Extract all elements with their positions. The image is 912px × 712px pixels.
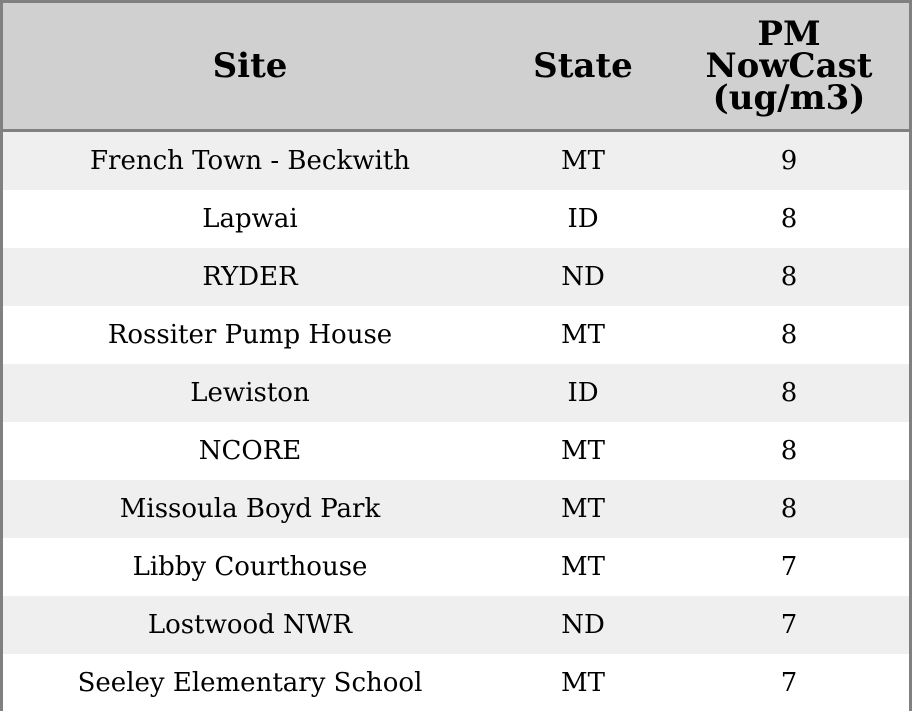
cell-pm-nowcast: 8 <box>780 494 798 524</box>
cell-site: Libby Courthouse <box>132 552 368 582</box>
cell-state: MT <box>561 436 605 466</box>
cell-pm-nowcast: 7 <box>780 668 798 698</box>
table-row <box>3 538 909 596</box>
cell-site: French Town - Beckwith <box>89 146 411 176</box>
cell-site: NCORE <box>198 436 302 466</box>
column-header-state: State <box>533 46 633 86</box>
cell-site: Lapwai <box>202 204 298 234</box>
cell-state: MT <box>561 494 605 524</box>
cell-state: ND <box>561 262 605 292</box>
cell-pm-nowcast: 8 <box>780 436 798 466</box>
cell-state: ND <box>561 610 605 640</box>
table-row <box>3 248 909 306</box>
table-row <box>3 190 909 248</box>
cell-site: Lewiston <box>190 378 310 408</box>
table-row <box>3 654 909 712</box>
table-body <box>3 132 909 712</box>
cell-state: MT <box>561 146 605 176</box>
cell-site: Rossiter Pump House <box>107 320 393 350</box>
cell-pm-nowcast: 7 <box>780 552 798 582</box>
cell-pm-nowcast: 8 <box>780 204 798 234</box>
cell-state: MT <box>561 320 605 350</box>
cell-site: Lostwood NWR <box>147 610 353 640</box>
table-header <box>3 3 909 132</box>
cell-site: Missoula Boyd Park <box>119 494 381 524</box>
table-row <box>3 132 909 190</box>
table-row <box>3 364 909 422</box>
table-row <box>3 480 909 538</box>
cell-state: MT <box>561 668 605 698</box>
cell-pm-nowcast: 8 <box>780 378 798 408</box>
cell-pm-nowcast: 8 <box>780 320 798 350</box>
cell-site: RYDER <box>202 262 298 292</box>
cell-state: ID <box>567 378 599 408</box>
cell-state: ID <box>567 204 599 234</box>
cell-pm-nowcast: 9 <box>780 146 798 176</box>
column-header-site: Site <box>212 46 288 86</box>
cell-pm-nowcast: 7 <box>780 610 798 640</box>
column-header-pm-nowcast: PM NowCast (ug/m3) <box>705 14 873 118</box>
table-row <box>3 422 909 480</box>
cell-pm-nowcast: 8 <box>780 262 798 292</box>
cell-site: Seeley Elementary School <box>77 668 423 698</box>
table-row <box>3 306 909 364</box>
table-row <box>3 596 909 654</box>
cell-state: MT <box>561 552 605 582</box>
